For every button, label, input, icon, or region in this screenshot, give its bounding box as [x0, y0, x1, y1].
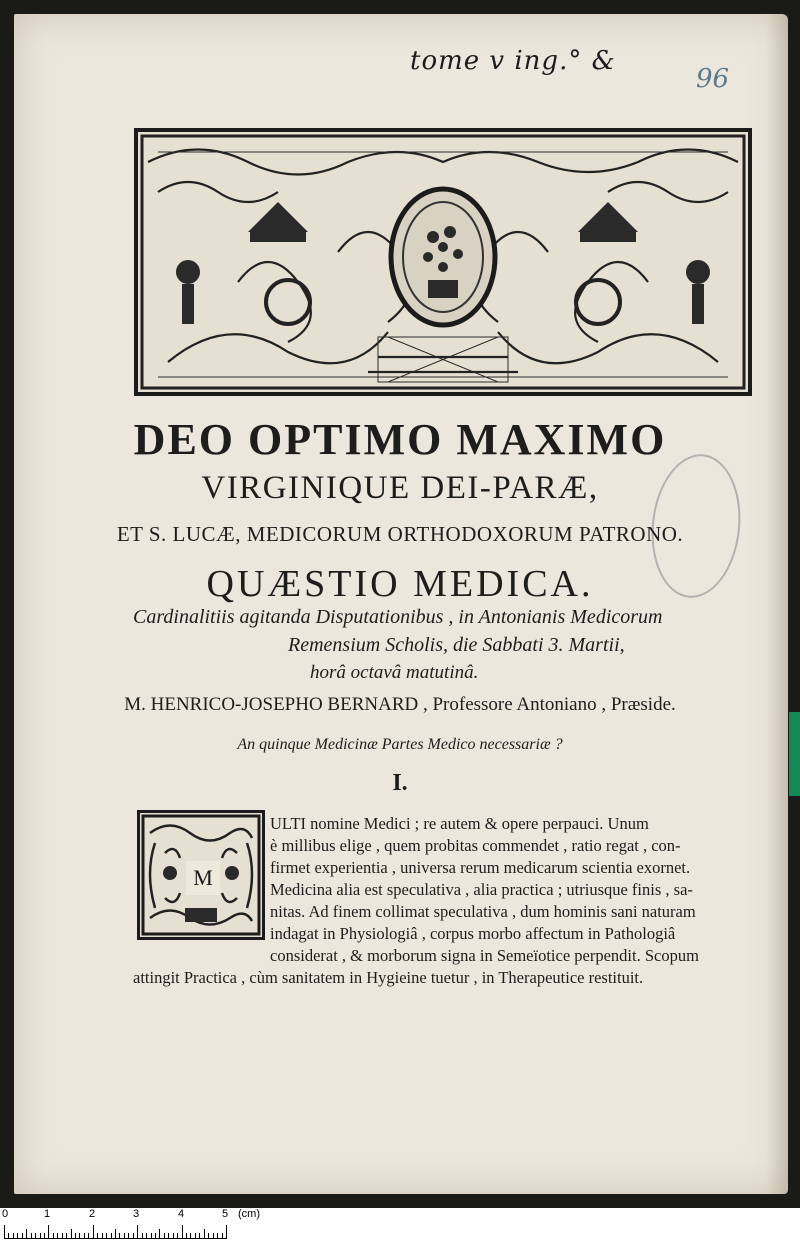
ruler-tick: [44, 1233, 45, 1239]
ruler-tick: [66, 1233, 67, 1239]
ornamental-woodcut-headpiece: [134, 128, 752, 396]
ruler-tick: [190, 1233, 191, 1239]
disputation-line-1: Cardinalitiis agitanda Disputationibus , in Antonianis Medicorum: [133, 606, 663, 628]
dedication-title: DEO OPTIMO MAXIMO: [133, 415, 667, 464]
ruler-label: 4: [178, 1208, 185, 1220]
ruler-tick: [217, 1233, 218, 1239]
ruler-tick: [146, 1233, 147, 1239]
ruler-tick: [124, 1233, 125, 1239]
ruler-tick: [88, 1233, 89, 1239]
ruler-label: 2: [89, 1208, 96, 1220]
ruler-tick: [26, 1229, 27, 1239]
paragraph-line: attingit Practica , cùm sanitatem in Hygieine tuetur , in Therapeutice restituit.: [133, 968, 644, 987]
ruler-tick: [40, 1233, 41, 1239]
president-line: M. HENRICO-JOSEPHO BERNARD , Professore Antoniano , Præside.: [124, 694, 676, 715]
ruler-tick: [17, 1233, 18, 1239]
ruler-tick: [195, 1233, 196, 1239]
ruler-tick: [62, 1233, 63, 1239]
ruler-tick: [115, 1229, 116, 1239]
ruler-tick: [128, 1233, 129, 1239]
ruler-tick: [168, 1233, 169, 1239]
ruler-tick: [102, 1233, 103, 1239]
disputation-line-3: horâ octavâ matutinâ.: [310, 662, 479, 683]
paragraph-line: indagat in Physiologiâ , corpus morbo affectum in Pathologiâ: [270, 924, 676, 943]
ruler-tick: [48, 1225, 49, 1239]
ruler-tick: [31, 1233, 32, 1239]
paragraph-line: considerat , & morborum signa in Semeïotice perpendit. Scopum: [270, 946, 699, 965]
ruler-label: 0: [2, 1208, 9, 1220]
ruler-label: 1: [44, 1208, 51, 1220]
handwritten-number: 96: [696, 64, 730, 94]
ruler-tick: [173, 1233, 174, 1239]
ruler-tick: [75, 1233, 76, 1239]
dedication-line-2: VIRGINIQUE DEI-PARÆ,: [201, 470, 599, 506]
ruler-tick: [199, 1233, 200, 1239]
ruler-tick: [186, 1233, 187, 1239]
ruler-tick: [93, 1225, 94, 1239]
ruler-tick: [164, 1233, 165, 1239]
color-tab-marker: [789, 712, 800, 796]
ruler-tick: [142, 1233, 143, 1239]
drop-cap-letter: M: [186, 861, 220, 895]
paragraph-line: nitas. Ad finem collimat speculativa , dum hominis sani naturam: [270, 902, 696, 921]
ornamental-drop-cap: [137, 810, 265, 940]
disputation-line-2: Remensium Scholis, die Sabbati 3. Martii,: [288, 634, 625, 656]
paragraph-line: firmet experientia , universa rerum medicarum scientia exornet.: [270, 858, 691, 877]
ruler-tick: [155, 1233, 156, 1239]
measurement-ruler: [0, 1208, 800, 1245]
ruler-tick: [57, 1233, 58, 1239]
ruler-unit: (cm): [238, 1208, 260, 1220]
ruler-label: 5: [222, 1208, 229, 1220]
ruler-tick: [22, 1233, 23, 1239]
ruler-tick: [177, 1233, 178, 1239]
ruler-tick: [182, 1225, 183, 1239]
ruler-tick: [208, 1233, 209, 1239]
ruler-tick: [13, 1233, 14, 1239]
paragraph-line: ULTI nomine Medici ; re autem & opere perpauci. Unum: [270, 814, 649, 833]
section-number: I.: [392, 770, 408, 796]
ruler-tick: [4, 1225, 5, 1239]
ruler-label: 3: [133, 1208, 140, 1220]
ruler-tick: [226, 1225, 227, 1239]
ruler-tick: [137, 1225, 138, 1239]
thesis-heading: QUÆSTIO MEDICA.: [206, 563, 594, 605]
dedication-line-3: ET S. LUCÆ, MEDICORUM ORTHODOXORUM PATRONO.: [116, 522, 684, 546]
ruler-tick: [151, 1233, 152, 1239]
ruler-tick: [119, 1233, 120, 1239]
ruler-tick: [159, 1229, 160, 1239]
ruler-tick: [133, 1233, 134, 1239]
handwritten-note: tome v ing.° &: [410, 46, 616, 76]
paragraph-line: è millibus elige , quem probitas commendet , ratio regat , con-: [270, 836, 681, 855]
ruler-tick: [97, 1233, 98, 1239]
ruler-tick: [106, 1233, 107, 1239]
ruler-tick: [111, 1233, 112, 1239]
ruler-tick: [204, 1229, 205, 1239]
ruler-tick: [213, 1233, 214, 1239]
ruler-tick: [35, 1233, 36, 1239]
ruler-tick: [79, 1233, 80, 1239]
ruler-tick: [71, 1229, 72, 1239]
ruler-tick: [222, 1233, 223, 1239]
ruler-tick: [8, 1233, 9, 1239]
question-line: An quinque Medicinæ Partes Medico necessariæ ?: [237, 736, 563, 753]
ruler-tick: [84, 1233, 85, 1239]
paragraph-line: Medicina alia est speculativa , alia practica ; utriusque finis , sa-: [270, 880, 693, 899]
ruler-tick: [53, 1233, 54, 1239]
